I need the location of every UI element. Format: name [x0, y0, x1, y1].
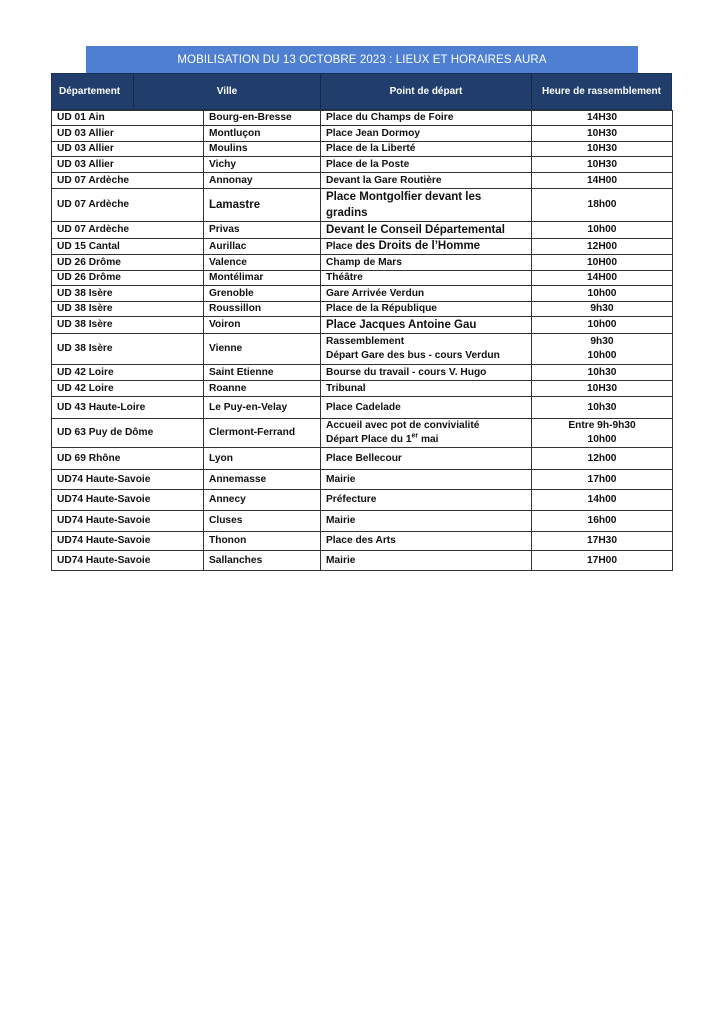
cell-departement: [52, 419, 204, 448]
point-text-line2: Départ Gare des bus - cours Verdun: [326, 350, 500, 361]
cell-heure: [532, 551, 673, 571]
table-row: [52, 448, 673, 470]
table-row: [52, 532, 673, 551]
cell-heure: [532, 365, 673, 381]
point-text: Place des Arts: [326, 535, 396, 546]
point-text: Place de la Liberté: [326, 143, 416, 154]
cell-ville: [204, 419, 321, 448]
cell-ville: [204, 397, 321, 419]
ville-text: Thonon: [209, 535, 247, 546]
table-row: [52, 419, 673, 448]
point-text-line2: gradins: [326, 207, 368, 219]
cell-point-de-depart: [321, 111, 532, 126]
point-text: Mairie: [326, 473, 356, 485]
heure-text-line2: 10h00: [587, 350, 617, 361]
cell-point-de-depart: [321, 381, 532, 397]
cell-heure: [532, 111, 673, 126]
ville-text: Lyon: [209, 452, 233, 464]
cell-heure: [532, 126, 673, 142]
cell-ville: [204, 239, 321, 255]
departement-text: UD74 Haute-Savoie: [57, 535, 151, 546]
ville-text: Annemasse: [209, 473, 267, 485]
cell-point-de-depart: [321, 448, 532, 470]
ville-text: Montluçon: [209, 127, 261, 139]
departement-text: UD 38 Isère: [57, 287, 113, 299]
table-row: [52, 397, 673, 419]
ville-text: Le Puy-en-Velay: [209, 401, 288, 413]
departement-text: UD 69 Rhône: [57, 452, 121, 464]
cell-heure: [532, 239, 673, 255]
departement-text: UD 07 Ardèche: [57, 199, 130, 210]
cell-point-de-depart: [321, 142, 532, 157]
departement-text: UD 38 Isère: [57, 343, 113, 354]
cell-heure: [532, 470, 673, 490]
point-text: Place de la Poste: [326, 158, 410, 170]
header-ville: Ville: [216, 86, 238, 97]
cell-ville: [204, 317, 321, 334]
heure-text: 17h00: [587, 473, 617, 485]
point-text: Place Bellecour: [326, 452, 402, 464]
cell-ville: [204, 111, 321, 126]
cell-ville: [204, 551, 321, 571]
cell-ville: [204, 365, 321, 381]
cell-ville: [204, 126, 321, 142]
departement-text: UD 03 Allier: [57, 158, 114, 170]
table-row: [52, 302, 673, 317]
table-row: [52, 365, 673, 381]
cell-heure: [532, 189, 673, 222]
point-text: Place Montgolfier devant les: [326, 191, 482, 203]
table-row: [52, 317, 673, 334]
table-row: [52, 511, 673, 532]
ville-text: Sallanches: [209, 554, 263, 566]
heure-text: 14H30: [586, 112, 618, 123]
ville-text: Vichy: [209, 158, 236, 170]
superscript: er: [411, 432, 419, 440]
point-text: Rassemblement: [326, 336, 405, 347]
heure-text: 9h30: [590, 336, 614, 347]
point-text: Bourse du travail - cours V. Hugo: [326, 366, 487, 378]
document-title: MOBILISATION DU 13 OCTOBRE 2023 : LIEUX ET HORAIRES AURA: [86, 46, 638, 73]
point-text: des Droits de l’Homme: [355, 240, 481, 252]
table-row: [52, 126, 673, 142]
departement-text: UD 26 Drôme: [57, 256, 121, 268]
cell-point-de-depart: [321, 317, 532, 334]
cell-ville: [204, 157, 321, 173]
cell-point-de-depart: [321, 532, 532, 551]
heure-text: 10h00: [587, 224, 617, 235]
departement-text: UD 42 Loire: [57, 366, 114, 378]
ville-text: Vienne: [209, 343, 243, 354]
cell-point-de-depart: [321, 490, 532, 511]
heure-text: 10h00: [587, 319, 617, 330]
ville-text: Roanne: [209, 382, 247, 394]
cell-departement: [52, 286, 204, 302]
cell-departement: [52, 111, 204, 126]
point-text: Gare Arrivée Verdun: [326, 287, 425, 299]
departement-text: UD 01 Ain: [57, 112, 105, 123]
cell-departement: [52, 551, 204, 571]
departement-text: UD 03 Allier: [57, 143, 114, 154]
cell-point-de-depart: [321, 239, 532, 255]
cell-point-de-depart: [321, 419, 532, 448]
cell-ville: [204, 532, 321, 551]
cell-ville: [204, 470, 321, 490]
cell-ville: [204, 381, 321, 397]
departement-text: UD 07 Ardèche: [57, 174, 130, 186]
cell-point-de-depart: [321, 302, 532, 317]
point-text: Mairie: [326, 515, 356, 526]
cell-ville: [204, 302, 321, 317]
table-row: [52, 173, 673, 189]
cell-departement: [52, 126, 204, 142]
cell-departement: [52, 448, 204, 470]
heure-text: 14h00: [587, 494, 617, 505]
cell-heure: [532, 381, 673, 397]
cell-departement: [52, 189, 204, 222]
cell-point-de-depart: [321, 551, 532, 571]
cell-ville: [204, 511, 321, 532]
cell-heure: [532, 142, 673, 157]
departement-text: UD 07 Ardèche: [57, 224, 130, 235]
cell-departement: [52, 222, 204, 239]
cell-departement: [52, 157, 204, 173]
heure-text: 10h30: [587, 401, 617, 413]
departement-text: UD 38 Isère: [57, 319, 113, 330]
cell-ville: [204, 255, 321, 271]
cell-ville: [204, 490, 321, 511]
header-point-de-depart: Point de départ: [389, 86, 463, 97]
ville-text: Valence: [209, 256, 247, 268]
cell-heure: [532, 286, 673, 302]
cell-departement: [52, 173, 204, 189]
cell-heure: [532, 532, 673, 551]
ville-text: Saint Etienne: [209, 366, 274, 378]
point-text: Place du Champs de Foire: [326, 112, 454, 123]
cell-point-de-depart: [321, 255, 532, 271]
cell-point-de-depart: [321, 222, 532, 239]
departement-text: UD 03 Allier: [57, 127, 114, 139]
ville-text: Annecy: [209, 494, 246, 505]
cell-point-de-depart: [321, 511, 532, 532]
table-row: [52, 490, 673, 511]
cell-departement: [52, 381, 204, 397]
point-text: Préfecture: [326, 494, 377, 505]
heure-text: 10h00: [587, 287, 617, 299]
departement-text: UD 43 Haute-Loire: [57, 401, 146, 413]
heure-text: 10h30: [587, 366, 617, 378]
cell-point-de-depart: [321, 286, 532, 302]
cell-departement: [52, 470, 204, 490]
heure-text: 10H30: [586, 158, 618, 170]
point-text-tail: mai: [418, 434, 439, 445]
heure-text: 12h00: [587, 452, 617, 464]
point-text-line2: Départ Place du 1: [326, 434, 412, 445]
cell-point-de-depart: [321, 334, 532, 365]
cell-point-de-depart: [321, 126, 532, 142]
cell-point-de-depart: [321, 157, 532, 173]
ville-text: Voiron: [209, 319, 241, 330]
departement-text: UD 38 Isère: [57, 303, 113, 314]
point-text: Place Jean Dormoy: [326, 127, 420, 139]
departement-text: UD 63 Puy de Dôme: [57, 427, 154, 438]
cell-departement: [52, 490, 204, 511]
cell-point-de-depart: [321, 470, 532, 490]
cell-ville: [204, 142, 321, 157]
cell-ville: [204, 286, 321, 302]
heure-text: 10H30: [586, 143, 618, 154]
heure-text: 10H30: [586, 382, 618, 394]
heure-text: 14H00: [586, 174, 618, 186]
table-row: [52, 111, 673, 126]
heure-text: 12H00: [586, 240, 618, 252]
cell-departement: [52, 239, 204, 255]
heure-text: 18h00: [587, 199, 617, 210]
heure-text: 16h00: [587, 515, 617, 526]
table-row: [52, 334, 673, 365]
point-text: Place de la République: [326, 303, 437, 314]
table-row: [52, 255, 673, 271]
heure-text: Entre 9h-9h30: [568, 420, 636, 431]
departement-text: UD 26 Drôme: [57, 272, 121, 283]
cell-ville: [204, 189, 321, 222]
table-row: [52, 551, 673, 571]
table-row: [52, 142, 673, 157]
ville-text: Bourg-en-Bresse: [209, 112, 292, 123]
cell-departement: [52, 397, 204, 419]
cell-heure: [532, 511, 673, 532]
cell-departement: [52, 271, 204, 286]
cell-heure: [532, 173, 673, 189]
header-heure: Heure de rassemblement: [542, 86, 661, 97]
cell-heure: [532, 222, 673, 239]
schedule-table: [51, 110, 673, 571]
table-header: [51, 73, 672, 110]
departement-text: UD74 Haute-Savoie: [57, 515, 151, 526]
table-row: [52, 157, 673, 173]
cell-ville: [204, 271, 321, 286]
cell-point-de-depart: [321, 173, 532, 189]
cell-departement: [52, 532, 204, 551]
heure-text: 10H30: [586, 127, 618, 139]
ville-text: Privas: [209, 224, 240, 235]
cell-heure: [532, 419, 673, 448]
table-row: [52, 470, 673, 490]
departement-text: UD 15 Cantal: [57, 240, 120, 252]
point-text: Devant la Gare Routière: [326, 174, 442, 186]
table-row: [52, 222, 673, 239]
table-row: [52, 239, 673, 255]
cell-ville: [204, 222, 321, 239]
cell-heure: [532, 302, 673, 317]
table-row: [52, 271, 673, 286]
cell-heure: [532, 397, 673, 419]
heure-text-line2: 10h00: [587, 434, 617, 445]
cell-point-de-depart: [321, 397, 532, 419]
heure-text: 17H00: [586, 554, 618, 566]
ville-text: Montélimar: [209, 272, 264, 283]
point-text: Tribunal: [326, 382, 366, 394]
cell-departement: [52, 317, 204, 334]
cell-heure: [532, 448, 673, 470]
departement-text: UD74 Haute-Savoie: [57, 554, 151, 566]
table-row: [52, 189, 673, 222]
cell-ville: [204, 448, 321, 470]
point-text: Accueil avec pot de convivialité: [326, 420, 480, 431]
cell-heure: [532, 334, 673, 365]
ville-text: Aurillac: [209, 240, 247, 252]
heure-text: 17H30: [586, 535, 618, 546]
cell-heure: [532, 255, 673, 271]
point-text: Place: [326, 241, 356, 252]
cell-heure: [532, 490, 673, 511]
ville-text: Lamastre: [209, 199, 261, 211]
heure-text: 14H00: [586, 272, 618, 283]
cell-point-de-depart: [321, 271, 532, 286]
cell-departement: [52, 334, 204, 365]
cell-heure: [532, 317, 673, 334]
cell-point-de-depart: [321, 365, 532, 381]
ville-text: Roussillon: [209, 303, 262, 314]
cell-ville: [204, 334, 321, 365]
point-text: Mairie: [326, 554, 356, 566]
ville-text: Annonay: [209, 174, 253, 186]
cell-heure: [532, 157, 673, 173]
cell-heure: [532, 271, 673, 286]
cell-ville: [204, 173, 321, 189]
table-row: [52, 381, 673, 397]
point-text: Champ de Mars: [326, 256, 402, 268]
cell-departement: [52, 142, 204, 157]
ville-text: Grenoble: [209, 287, 254, 299]
heure-text: 9h30: [590, 303, 614, 314]
point-text: Place Jacques Antoine Gau: [326, 319, 477, 331]
cell-departement: [52, 365, 204, 381]
cell-departement: [52, 511, 204, 532]
departement-text: UD74 Haute-Savoie: [57, 473, 151, 485]
ville-text: Cluses: [209, 515, 243, 526]
departement-text: UD 42 Loire: [57, 382, 114, 394]
point-text: Place Cadelade: [326, 401, 401, 413]
point-text: Devant le Conseil Départemental: [326, 224, 505, 236]
ville-text: Clermont-Ferrand: [209, 427, 296, 438]
departement-text: UD74 Haute-Savoie: [57, 494, 151, 505]
cell-departement: [52, 302, 204, 317]
table-row: [52, 286, 673, 302]
cell-point-de-depart: [321, 189, 532, 222]
ville-text: Moulins: [209, 143, 248, 154]
point-text: Théâtre: [326, 272, 363, 283]
cell-departement: [52, 255, 204, 271]
header-departement: Département: [59, 86, 121, 97]
heure-text: 10H00: [586, 256, 618, 268]
